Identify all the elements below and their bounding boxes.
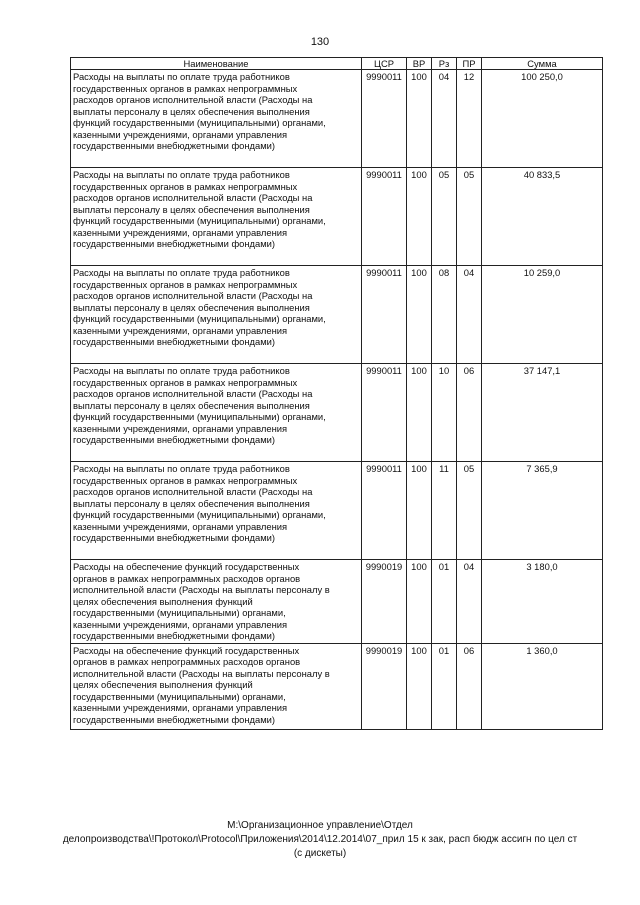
table-row (71, 462, 603, 560)
name-line: целях обеспечения выполнения функций (73, 595, 253, 607)
cell-pr: 05 (457, 462, 482, 560)
name-line: Расходы на обеспечение функций государственных (73, 561, 300, 572)
table-row (71, 266, 603, 364)
name-line: Расходы на выплаты по оплате труда работников (73, 463, 290, 474)
cell-sum: 1 360,0 (482, 643, 603, 729)
name-line: Расходы на выплаты по оплате труда работников (73, 169, 290, 180)
cell-vr: 100 (407, 364, 432, 462)
name-line: функций государственными (муниципальными) органами, (73, 411, 326, 422)
cell-name (71, 560, 362, 644)
name-line: расходов органов исполнительной власти (Расходы на (73, 388, 313, 399)
name-line: функций государственными (муниципальными) органами, (73, 215, 326, 226)
name-line: государственными внебюджетными фондами) (73, 140, 276, 151)
name-line: казенными учреждениями, органами управления (73, 618, 288, 630)
table-row (71, 70, 603, 168)
cell-sum: 7 365,9 (482, 462, 603, 560)
cell-pr: 04 (457, 266, 482, 364)
name-line: органов в рамках непрограммных расходов органов (73, 656, 301, 667)
name-line: функций государственными (муниципальными) органами, (73, 509, 326, 520)
cell-csr: 9990011 (362, 70, 407, 168)
page-number: 130 (310, 36, 330, 48)
name-line: государственными (муниципальными) органами, (73, 607, 286, 618)
header-vr: ВР (407, 58, 432, 70)
cell-name (71, 168, 362, 266)
cell-vr: 100 (407, 70, 432, 168)
cell-rz: 10 (432, 364, 457, 462)
cell-name (71, 266, 362, 364)
table-header-row (71, 58, 603, 70)
name-line: Расходы на выплаты по оплате труда работников (73, 267, 290, 278)
cell-rz: 08 (432, 266, 457, 364)
name-line: исполнительной власти (Расходы на выплаты персоналу в (73, 667, 330, 679)
name-line: выплаты персоналу в целях обеспечения выполнения (73, 399, 310, 411)
name-line: расходов органов исполнительной власти (Расходы на (73, 486, 313, 497)
cell-vr: 100 (407, 560, 432, 644)
name-line: казенными учреждениями, органами управления (73, 702, 288, 713)
table-row (71, 168, 603, 266)
name-line: государственных органов в рамках непрограммных (73, 82, 298, 94)
header-pr: ПР (457, 58, 482, 70)
name-line: государственных органов в рамках непрограммных (73, 180, 298, 192)
cell-sum: 37 147,1 (482, 364, 603, 462)
header-rz: Рз (432, 58, 457, 70)
cell-name (71, 643, 362, 729)
cell-rz: 11 (432, 462, 457, 560)
name-line: казенными учреждениями, органами управления (73, 520, 288, 532)
name-line: государственными внебюджетными фондами) (73, 630, 276, 641)
cell-vr: 100 (407, 168, 432, 266)
footer-line-1: М:\Организационное управление\Отдел (227, 820, 413, 831)
name-line: государственных органов в рамках непрограммных (73, 474, 298, 486)
cell-rz: 01 (432, 560, 457, 644)
cell-csr: 9990011 (362, 364, 407, 462)
cell-csr: 9990019 (362, 560, 407, 644)
name-line: государственными внебюджетными фондами) (73, 713, 276, 725)
name-line: функций государственными (муниципальными) органами, (73, 313, 326, 324)
cell-sum: 100 250,0 (482, 70, 603, 168)
cell-pr: 12 (457, 70, 482, 168)
cell-name (71, 462, 362, 560)
name-line: государственных органов в рамках непрограммных (73, 376, 298, 388)
cell-name (71, 364, 362, 462)
name-line: выплаты персоналу в целях обеспечения выполнения (73, 497, 310, 509)
name-line: государственных органов в рамках непрограммных (73, 278, 298, 290)
cell-csr: 9990011 (362, 168, 407, 266)
name-line: выплаты персоналу в целях обеспечения выполнения (73, 105, 310, 117)
name-line: государственными внебюджетными фондами) (73, 238, 276, 249)
cell-csr: 9990011 (362, 266, 407, 364)
budget-table (70, 57, 603, 730)
name-line: расходов органов исполнительной власти (Расходы на (73, 94, 313, 105)
header-csr: ЦСР (362, 58, 407, 70)
header-name: Наименование (71, 58, 362, 70)
cell-name (71, 70, 362, 168)
name-line: органов в рамках непрограммных расходов органов (73, 572, 301, 584)
cell-pr: 05 (457, 168, 482, 266)
cell-rz: 04 (432, 70, 457, 168)
name-line: расходов органов исполнительной власти (Расходы на (73, 290, 313, 301)
cell-rz: 01 (432, 643, 457, 729)
name-line: функций государственными (муниципальными) органами, (73, 117, 326, 128)
name-line: выплаты персоналу в целях обеспечения выполнения (73, 203, 310, 215)
table-body (71, 70, 603, 730)
name-line: Расходы на обеспечение функций государственных (73, 644, 300, 656)
name-line: выплаты персоналу в целях обеспечения выполнения (73, 301, 310, 313)
name-line: казенными учреждениями, органами управления (73, 422, 288, 434)
cell-sum: 10 259,0 (482, 266, 603, 364)
cell-vr: 100 (407, 643, 432, 729)
header-sum: Сумма (482, 58, 603, 70)
name-line: исполнительной власти (Расходы на выплаты персоналу в (73, 584, 330, 595)
cell-pr: 06 (457, 364, 482, 462)
name-line: государственными внебюджетными фондами) (73, 532, 276, 543)
table-row (71, 560, 603, 644)
name-line: государственными внебюджетными фондами) (73, 336, 276, 347)
cell-pr: 06 (457, 643, 482, 729)
name-line: расходов органов исполнительной власти (Расходы на (73, 192, 313, 203)
table-row (71, 643, 603, 729)
name-line: Расходы на выплаты по оплате труда работников (73, 71, 290, 82)
name-line: Расходы на выплаты по оплате труда работников (73, 365, 290, 376)
name-line: государственными (муниципальными) органами, (73, 690, 286, 702)
cell-csr: 9990011 (362, 462, 407, 560)
name-line: казенными учреждениями, органами управления (73, 226, 288, 238)
footer-line-3: (с дискеты) (293, 848, 347, 859)
name-line: казенными учреждениями, органами управления (73, 128, 288, 140)
footer-line-2: делопроизводства\!Протокол\Protocol\Приложения\2014\12.2014\07_прил 15 к зак, расп бюдж ассигн по цел ст (62, 834, 578, 845)
cell-vr: 100 (407, 462, 432, 560)
cell-pr: 04 (457, 560, 482, 644)
cell-sum: 3 180,0 (482, 560, 603, 644)
name-line: целях обеспечения выполнения функций (73, 679, 253, 690)
table-row (71, 364, 603, 462)
cell-sum: 40 833,5 (482, 168, 603, 266)
cell-rz: 05 (432, 168, 457, 266)
name-line: казенными учреждениями, органами управления (73, 324, 288, 336)
name-line: государственными внебюджетными фондами) (73, 434, 276, 445)
cell-vr: 100 (407, 266, 432, 364)
file-path-footer (40, 819, 600, 861)
cell-csr: 9990019 (362, 643, 407, 729)
